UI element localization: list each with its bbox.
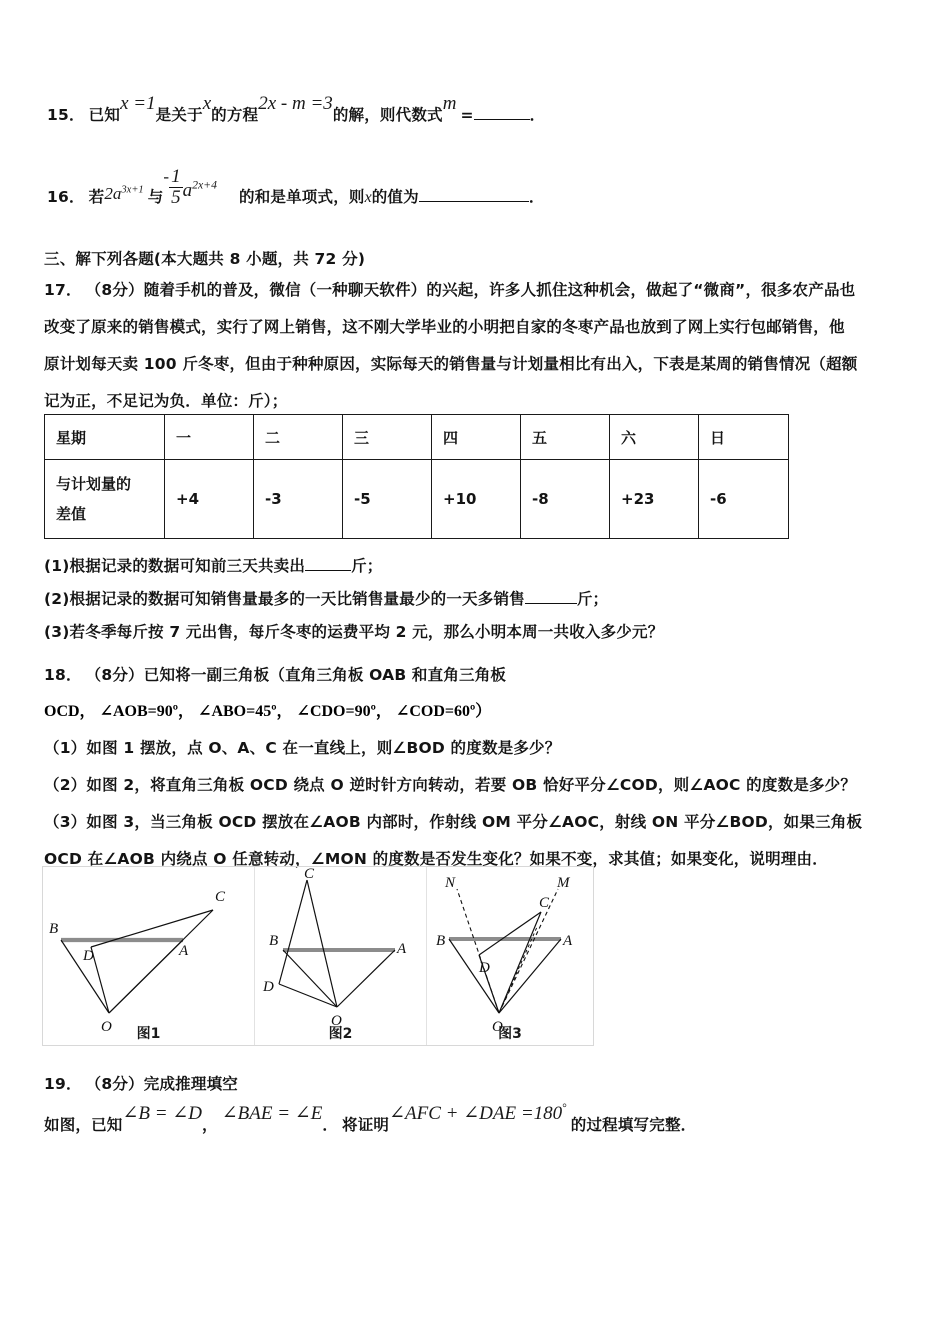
problem-15-answer-blank[interactable]: [474, 105, 530, 120]
problem-17-statement: [44, 272, 916, 420]
problem-19-score: （8分）: [85, 1075, 144, 1093]
figure-3-caption: 图3: [498, 1026, 522, 1042]
table-cell-value-5: -8: [521, 460, 610, 539]
figure-1-label-b: B: [49, 921, 59, 937]
figure-3-diagram: [427, 867, 593, 1045]
problem-17-sub-2-blank[interactable]: [525, 590, 577, 604]
problem-15-equation-2: 2x - m =3: [258, 93, 333, 114]
problem-17-sub-1: [44, 550, 663, 583]
problem-19-number: 19．: [44, 1075, 82, 1093]
problem-17-sub-1-unit: 斤；: [351, 557, 383, 575]
problem-19-mid: 将证明: [342, 1116, 390, 1134]
figure-2-segment-bo: [283, 950, 337, 1007]
problem-18-sub-1-text: （1）如图 1 摆放，点 O、A、C 在一直线上，则∠BOD 的度数是多少？: [44, 739, 561, 757]
figure-1-label-d: D: [83, 948, 94, 964]
sales-table-wrapper: [44, 414, 789, 539]
figure-2-segment-od: [279, 984, 337, 1007]
problem-15-tail: ．: [529, 106, 546, 124]
figure-1-label-o: O: [101, 1019, 112, 1035]
problem-15-mid-3: 的解，则代数式: [332, 106, 443, 124]
figure-2-label-a: A: [397, 941, 407, 957]
figure-1-diagram: [43, 867, 255, 1045]
problem-17-line-4: 记为正，不足记为负．单位：斤）；: [44, 392, 288, 410]
figure-3-cell: [427, 867, 593, 1045]
figure-1-caption: 图1: [136, 1026, 161, 1042]
figure-3-label-d: D: [479, 960, 490, 976]
figure-3-label-n: N: [445, 875, 456, 891]
table-header-day-4: 四: [432, 415, 521, 460]
problem-16-term-2: $a^{2x+4}$: [182, 178, 217, 202]
problem-19-tail: 的过程填写完整．: [570, 1116, 697, 1134]
problem-18-score: （8分）: [85, 666, 144, 684]
figure-2-segment-oc: [307, 880, 337, 1007]
problem-19-lead: 如图，已知: [44, 1116, 123, 1134]
problem-16-mid-2: 的和是单项式，则: [239, 188, 365, 207]
problem-18-sub-1: [44, 730, 924, 767]
table-cell-value-6: +23: [610, 460, 699, 539]
problem-15-equals: =: [460, 106, 474, 124]
problem-16-number: 16．: [47, 188, 85, 207]
problem-18-figures: [42, 866, 594, 1046]
figure-1-cell: [43, 867, 255, 1045]
figure-2-caption: 图2: [328, 1026, 353, 1042]
table-row-label-line-2: 差值: [56, 505, 87, 523]
problem-16-variable: x: [364, 189, 372, 207]
problem-15-variable: x: [202, 93, 212, 114]
figure-3-label-b: B: [436, 933, 446, 949]
problem-18-angle-aob: ∠AOB=90º，: [99, 703, 195, 720]
table-header-day-7: 日: [699, 415, 789, 460]
problem-18-sub-3a: [44, 804, 924, 841]
table-cell-value-2: -3: [254, 460, 343, 539]
problem-15-m-term: m: [442, 93, 457, 114]
table-row-header: [45, 415, 789, 460]
problem-19-title: 完成推理填空: [143, 1075, 238, 1093]
problem-17-score: （8分）: [85, 281, 144, 299]
problem-18-number: 18．: [44, 666, 82, 684]
table-cell-value-3: -5: [343, 460, 432, 539]
figure-2-label-b: B: [269, 933, 279, 949]
table-header-weekday-label: 星期: [45, 415, 165, 460]
figure-2-label-d: D: [263, 979, 274, 995]
problem-18-sub-3-text-b: OCD 在∠AOB 内绕点 O 任意转动，∠MON 的度数是否发生变化？如果不变，求其值；如果变化，说明理由．: [44, 850, 828, 868]
table-header-day-6: 六: [610, 415, 699, 460]
problem-15-number: 15．: [47, 106, 85, 124]
problem-18-statement-1: 已知将一副三角板（直角三角板 OAB 和直角三角板: [143, 666, 507, 684]
problem-18-sub-2: [44, 767, 924, 804]
table-header-day-2: 二: [254, 415, 343, 460]
problem-16-fraction: $\frac{1}{5}$: [171, 166, 181, 208]
problem-17-sub-2-unit: 斤；: [576, 590, 609, 608]
problem-16-mid-1: 与: [147, 188, 164, 207]
problem-18-line-1: [44, 657, 924, 694]
figure-1-label-c: C: [215, 889, 226, 905]
figure-3-label-c: C: [539, 895, 550, 911]
table-row-label-difference: [45, 460, 165, 539]
section-heading: 三、解下列各题(本大题共 8 小题，共 72 分): [44, 250, 366, 268]
problem-17-sub-1-text: (1)根据记录的数据可知前三天共卖出: [44, 557, 306, 575]
problem-15-equation-1: x =1: [120, 93, 156, 114]
problem-19-goal: ∠AFC + ∠DAE =180°: [389, 1102, 567, 1124]
problem-17-line-3: 原计划每天卖 100 斤冬枣，但由于种种原因，实际每天的销售量与计划量相比有出入，下表是某周的销售情况（超额: [44, 355, 858, 373]
problem-15-mid-2: 的方程: [211, 106, 259, 124]
problem-17-line-1: 随着手机的普及，微信（一种聊天软件）的兴起，许多人抓住这种机会，做起了“微商”，很多农产品也: [143, 281, 856, 299]
problem-17-sub-3-text: (3)若冬季每斤按 7 元出售，每斤冬枣的运费平均 2 元，那么小明本周一共收入多少元？: [44, 623, 664, 641]
problem-18-sub-3-text-a: （3）如图 3，当三角板 OCD 摆放在∠AOB 内部时，作射线 OM 平分∠AOC，射线 ON 平分∠BOD，如果三角板: [44, 813, 863, 831]
problem-18-angle-cod: ∠COD=60º）: [395, 703, 492, 720]
problem-18-line-2: [44, 694, 924, 730]
problem-17-sub-2-text: (2)根据记录的数据可知销售量最多的一天比销售量最少的一天多销售: [44, 590, 525, 608]
figure-2-segment-dc: [279, 880, 307, 984]
table-header-day-1: 一: [165, 415, 254, 460]
problem-17-sub-3: [44, 616, 663, 649]
problem-16-answer-blank[interactable]: [419, 187, 529, 202]
figure-2-cell: [255, 867, 427, 1045]
figure-2-label-c: C: [304, 867, 315, 882]
problem-17-sub-2: [44, 583, 663, 616]
problem-16-term-1: $2a^{3x+1}$: [104, 184, 144, 204]
problem-19-period: ．: [322, 1116, 339, 1134]
problem-17-sub-1-blank[interactable]: [305, 557, 351, 571]
table-row-values: [45, 460, 789, 539]
problem-18-angle-abo: ∠ABO=45º，: [198, 703, 293, 720]
problem-18-angle-cdo: ∠CDO=90º，: [296, 703, 392, 720]
table-header-day-5: 五: [521, 415, 610, 460]
problem-15: [47, 93, 907, 126]
problem-16-minus-sign: -: [163, 167, 170, 187]
table-cell-value-7: -6: [699, 460, 789, 539]
figure-3-label-o: O: [492, 1019, 503, 1035]
figure-3-segment-oa: [499, 939, 561, 1013]
figure-2-diagram: [255, 867, 427, 1045]
problem-16-tail: ．: [528, 188, 545, 207]
problem-16-lead: 若: [88, 188, 105, 207]
figure-3-segment-bo: [449, 939, 499, 1013]
problem-17-number: 17．: [44, 281, 82, 299]
figure-1-label-a: A: [179, 943, 189, 959]
problem-19-given-2: ∠BAE = ∠E: [221, 1103, 323, 1124]
table-header-day-3: 三: [343, 415, 432, 460]
problem-19-given-1: ∠B = ∠D: [122, 1103, 203, 1124]
problem-17-line-2: 改变了原来的销售模式，实行了网上销售，这不刚大学毕业的小明把自家的冬枣产品也放到了网上实行包邮销售，他: [44, 318, 845, 336]
figure-3-label-m: M: [557, 875, 570, 891]
problem-17-subquestions: [44, 550, 663, 649]
figure-3-ray-om: [499, 889, 558, 1013]
problem-19-comma: ，: [202, 1116, 218, 1134]
problem-15-lead: 已知: [88, 106, 121, 124]
problem-18: [44, 657, 924, 878]
table-cell-value-1: +4: [165, 460, 254, 539]
problem-18-sub-2-text: （2）如图 2，将直角三角板 OCD 绕点 O 逆时针方向转动，若要 OB 恰好平分∠COD，则∠AOC 的度数是多少？: [44, 776, 857, 794]
problem-19-statement: [44, 1102, 697, 1136]
problem-16: [47, 166, 907, 219]
problem-18-triangle-ocd: OCD，: [44, 703, 96, 720]
problem-15-mid-1: 是关于: [155, 106, 203, 124]
table-row-label-line-1: 与计划量的: [56, 475, 132, 493]
figure-3-label-a: A: [563, 933, 573, 949]
sales-table: [44, 414, 789, 539]
problem-19-heading: [44, 1072, 924, 1094]
figure-2-label-o: O: [331, 1013, 342, 1029]
table-cell-value-4: +10: [432, 460, 521, 539]
figure-2-segment-oa: [337, 950, 395, 1007]
problem-16-mid-3: 的值为: [371, 188, 419, 207]
